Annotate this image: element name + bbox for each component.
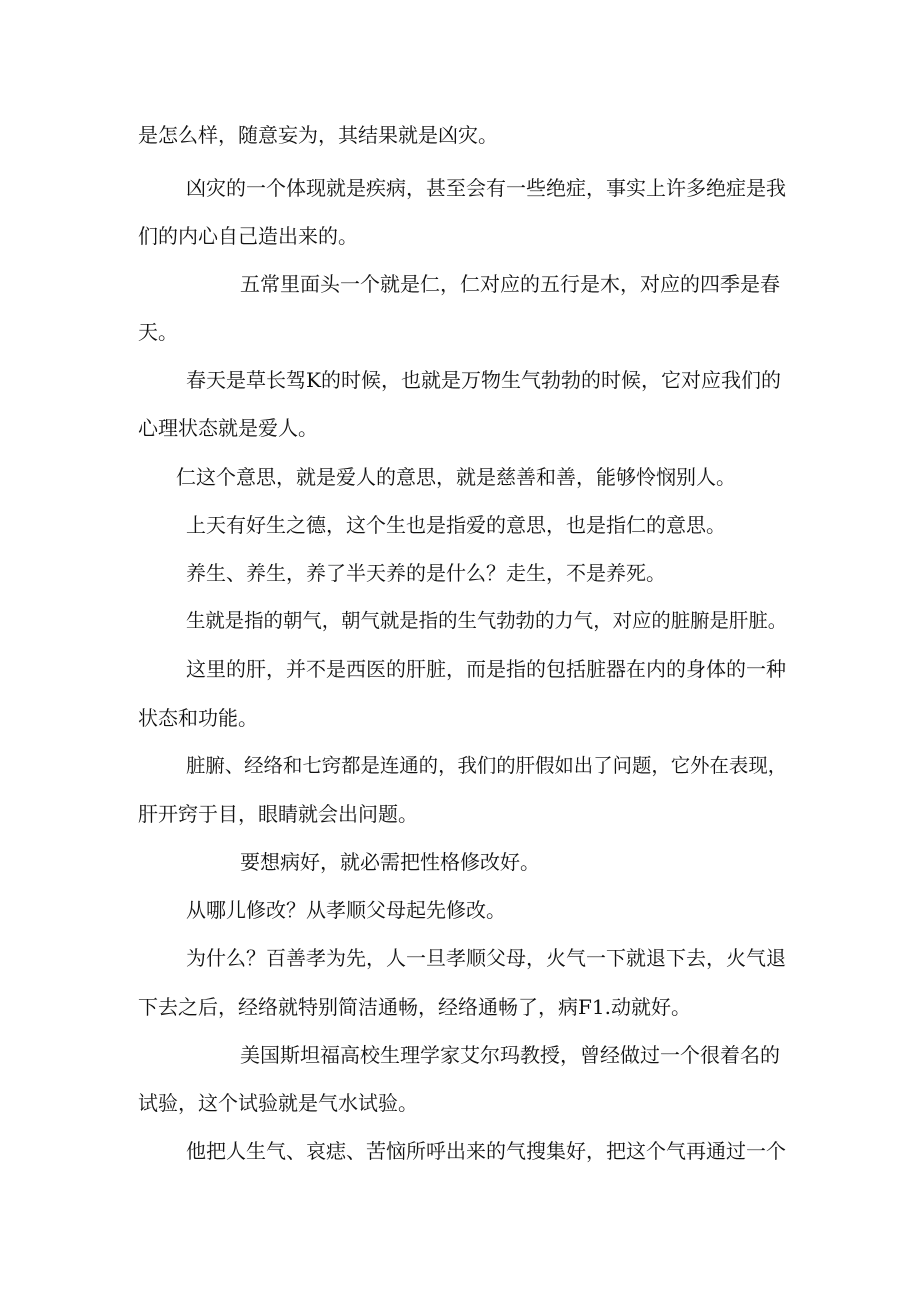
text-line-6: 春天是草长驾K的时候，也就是万物生气勃勃的时候，它对应我们的 [186,368,781,392]
text-line-19: 下去之后，经络就特别简洁通畅，经络通畅了，病F1.动就好。 [138,995,691,1019]
text-line-16: 要想病好，就必需把性格修改好。 [240,850,540,874]
text-line-2: 凶灾的一个体现就是疾病，甚至会有一些绝症，事实上许多绝症是我 [186,176,786,200]
text-line-22: 他把人生气、哀痣、苦恼所呼出来的气搜集好，把这个气再通过一个 [186,1139,786,1163]
text-line-18: 为什么？百善孝为先，人一旦孝顺父母，火气一下就退下去，火气退 [186,946,786,970]
text-line-3: 们的内心自己造出来的。 [138,224,358,248]
text-line-5: 天。 [138,320,178,344]
text-line-17: 从哪儿修改？从孝顺父母起先修改。 [186,898,506,922]
text-line-21: 试验，这个试验就是气水试验。 [138,1091,418,1115]
text-line-9: 上天有好生之德，这个生也是指爱的意思，也是指仁的意思。 [186,513,726,537]
text-line-14: 脏腑、经络和七窍都是连通的，我们的肝假如出了问题，它外在表现， [186,754,788,777]
text-line-8: 仁这个意思，就是爱人的意思，就是慈善和善，能够怜悯别人。 [176,465,736,489]
text-line-7: 心理状态就是爱人。 [138,416,318,440]
text-line-12: 这里的肝，并不是西医的肝脏，而是指的包括脏器在内的身体的一种 [186,657,786,681]
text-line-13: 状态和功能。 [138,706,258,730]
text-line-15: 肝开窍于目，眼睛就会出问题。 [138,802,418,826]
text-line-1: 是怎么样，随意妄为，其结果就是凶灾。 [138,123,498,147]
text-line-11: 生就是指的朝气，朝气就是指的生气勃勃的力气，对应的脏腑是肝脏。 [186,609,788,632]
text-line-20: 美国斯坦福高校生理学家艾尔玛教授，曾经做过一个很着名的 [240,1043,780,1067]
text-line-4: 五常里面头一个就是仁，仁对应的五行是木，对应的四季是春 [240,272,780,296]
text-line-10: 养生、养生，养了半天养的是什么？走生，不是养死。 [186,561,666,585]
